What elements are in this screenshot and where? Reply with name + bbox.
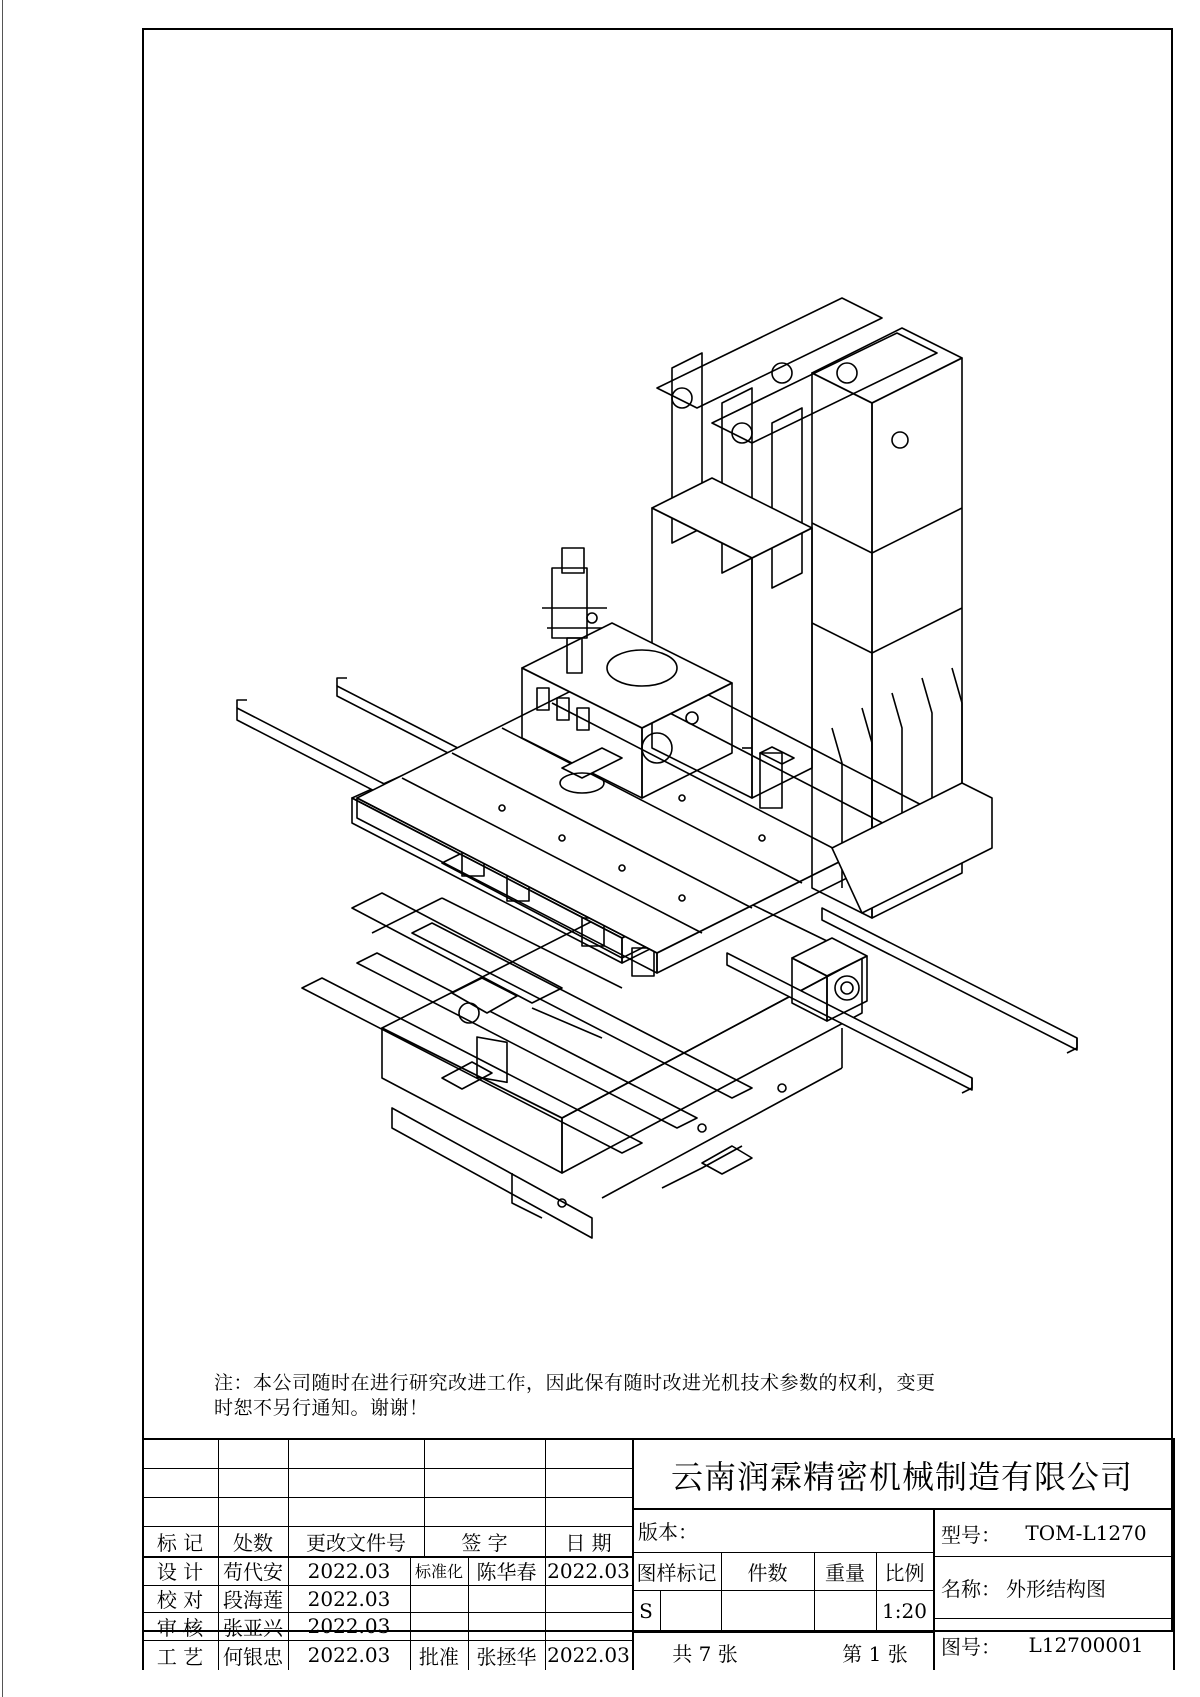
note-line-2: 时恕不另行通知。谢谢！: [214, 1397, 429, 1419]
sheet-number: 第 1 张: [842, 1641, 908, 1666]
header-signature: 签 字: [461, 1530, 508, 1555]
drawing-no-value: L12700001: [1028, 1633, 1144, 1657]
model-value: TOM-L1270: [1025, 1521, 1147, 1545]
signoff-date: 2022.03: [307, 1558, 391, 1583]
signoff-name: 张亚兴: [223, 1615, 283, 1640]
signoff-role: 设 计: [156, 1560, 204, 1584]
approve-name: 张拯华: [476, 1644, 537, 1669]
standardization-name: 陈华春: [476, 1560, 537, 1584]
company-name: 云南润霖精密机械制造有限公司: [670, 1458, 1133, 1496]
version-label: 版本：: [638, 1519, 698, 1544]
header-date: 日 期: [565, 1530, 612, 1555]
title-block-top-border: [142, 1438, 1173, 1440]
approve-label: 批准: [419, 1644, 459, 1669]
total-sheets: 共 7 张: [672, 1641, 738, 1666]
note-line-1: 注：本公司随时在进行研究改进工作，因此保有随时改进光机技术参数的权利，变更: [214, 1372, 936, 1394]
signoff-date: 2022.03: [307, 1586, 391, 1611]
standardization-date: 2022.03: [547, 1558, 630, 1583]
signoff-name: 段海莲: [223, 1588, 283, 1612]
signoff-role: 审 核: [156, 1615, 204, 1640]
drawing-no-label: 图号：: [941, 1634, 1001, 1659]
standardization-label: 标准化: [414, 1562, 463, 1581]
quantity-header: 件数: [747, 1560, 788, 1585]
scale-header: 比例: [884, 1560, 925, 1585]
signoff-name: 何银忠: [223, 1644, 283, 1669]
header-change-doc: 更改文件号: [306, 1530, 406, 1555]
name-value: 外形结构图: [1006, 1576, 1106, 1601]
signoff-role: 校 对: [156, 1588, 204, 1612]
disclaimer-note: [214, 1371, 1094, 1421]
page-edge-line: [2, 0, 3, 1697]
header-mark: 标 记: [156, 1530, 204, 1555]
machine-isometric-drawing: [142, 28, 1173, 1398]
sample-mark-value: S: [639, 1599, 653, 1623]
signoff-role: 工 艺: [156, 1644, 204, 1669]
header-count: 处数: [233, 1530, 273, 1555]
name-label: 名称：: [941, 1576, 1001, 1601]
sample-mark-header: 图样标记: [636, 1560, 717, 1585]
scale-value: 1:20: [882, 1599, 927, 1623]
approve-date: 2022.03: [547, 1643, 630, 1667]
model-label: 型号：: [941, 1522, 1001, 1547]
signoff-date: 2022.03: [307, 1643, 391, 1667]
signoff-name: 苟代安: [223, 1560, 283, 1584]
signoff-date: 2022.03: [307, 1614, 391, 1638]
weight-header: 重量: [825, 1560, 865, 1585]
